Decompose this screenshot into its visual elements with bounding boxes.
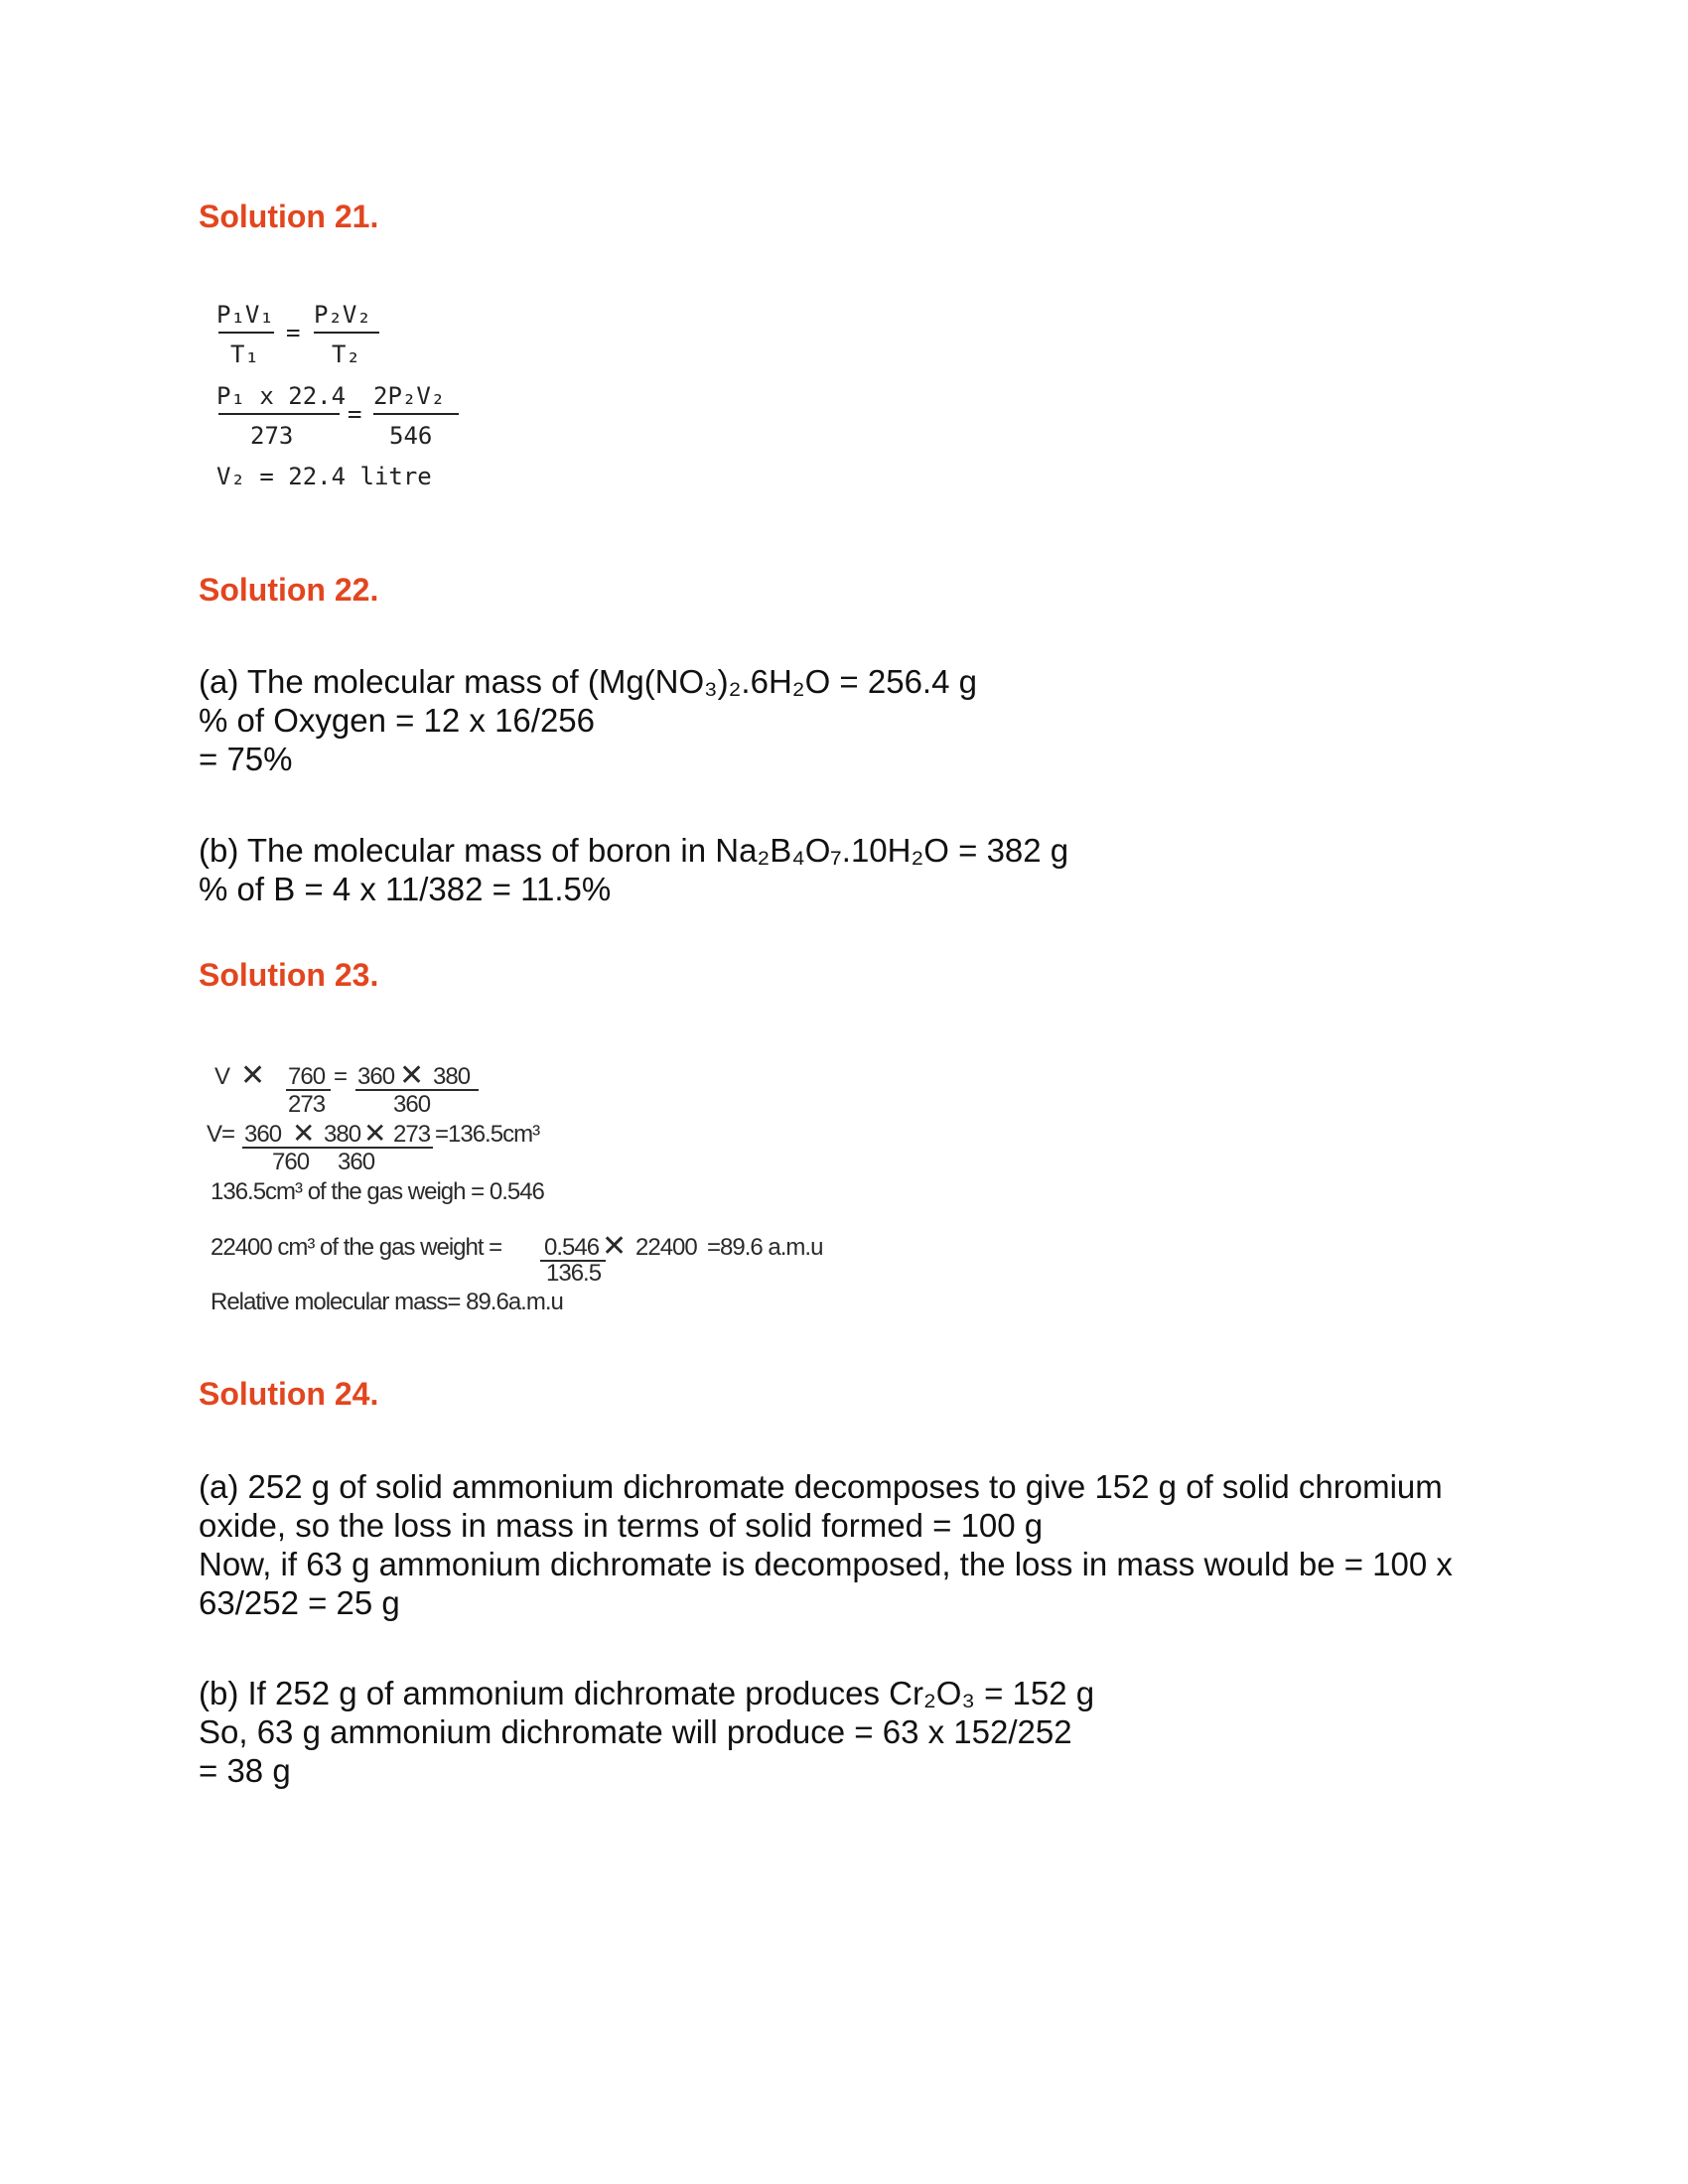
eq3-result: V₂ = 22.4 litre (216, 463, 432, 490)
calc-l1-num2: 360 (357, 1063, 395, 1090)
solution-24a-paragraph-1: (a) 252 g of solid ammonium dichromate decomposes to give 152 g of solid chromium oxide, so the loss in mass in terms of solid formed = 100 g (199, 1468, 1443, 1544)
solution-24a-paragraph-2: Now, if 63 g ammonium dichromate is decomposed, the loss in mass would be = 100 x 63/252 = 25 g (199, 1546, 1453, 1621)
eq1-den-left: T₁ (230, 341, 259, 368)
solution-24b-line-2: So, 63 g ammonium dichromate will produce = 63 x 152/252 (199, 1713, 1072, 1750)
calc-l1-v: V (214, 1063, 230, 1090)
calc-l5: Relative molecular mass= 89.6a.m.u (211, 1289, 563, 1315)
eq2-equals: = (348, 400, 362, 428)
calc-l2-a: 360 (244, 1121, 282, 1148)
calc-l2-v: V= (207, 1121, 235, 1148)
calc-l1-num1: 760 (288, 1063, 326, 1090)
solution-24-heading: Solution 24. (199, 1376, 379, 1412)
solution-21-heading: Solution 21. (199, 199, 379, 234)
calc-l2-b: 380 (324, 1121, 361, 1148)
calc-l4-num2: 22400 (635, 1234, 697, 1261)
calc-times-icon: ✕ (240, 1059, 265, 1092)
solution-23-calculation-image (199, 1052, 874, 1320)
solution-22b-line-1: (b) The molecular mass of boron in Na₂B₄O₇.10H₂O = 382 g (199, 832, 1069, 869)
eq2-den-left: 273 (250, 422, 294, 450)
calc-l2-res: =136.5cm³ (435, 1121, 540, 1148)
calc-l1-num3: 380 (433, 1063, 471, 1090)
calc-l2-c: 273 (393, 1121, 431, 1148)
eq1-num-left: P₁V₁ (216, 301, 274, 329)
solution-24b-line-3: = 38 g (199, 1752, 291, 1789)
calc-l1-eq: = (334, 1063, 348, 1090)
solution-22a-line-2: % of Oxygen = 12 x 16/256 (199, 702, 596, 739)
calc-l2-den1: 760 (272, 1149, 310, 1175)
calc-l3: 136.5cm³ of the gas weigh = 0.546 (211, 1178, 544, 1205)
solution-22-heading: Solution 22. (199, 572, 379, 608)
calc-l4-pre: 22400 cm³ of the gas weight = (211, 1234, 502, 1261)
calc-l1-den2: 360 (393, 1091, 431, 1118)
solution-22a-line-3: = 75% (199, 741, 293, 777)
calc-l4-den: 136.5 (546, 1260, 602, 1287)
calc-times-icon: ✕ (363, 1118, 386, 1149)
calc-times-icon: ✕ (399, 1059, 424, 1092)
solution-21-equation-image (199, 293, 496, 511)
calc-l4-res: =89.6 a.m.u (707, 1234, 823, 1261)
solution-22b-line-2: % of B = 4 x 11/382 = 11.5% (199, 871, 612, 907)
eq2-den-right: 546 (389, 422, 433, 450)
calc-times-icon: ✕ (602, 1230, 627, 1263)
eq2-num-left: P₁ x 22.4 (216, 382, 347, 410)
calc-l4-num: 0.546 (544, 1234, 600, 1261)
solution-24b-line-1: (b) If 252 g of ammonium dichromate produces Cr₂O₃ = 152 g (199, 1675, 1095, 1711)
calc-l2-den2: 360 (338, 1149, 375, 1175)
eq1-den-right: T₂ (332, 341, 360, 368)
eq2-num-right: 2P₂V₂ (373, 382, 446, 410)
solution-23-heading: Solution 23. (199, 957, 379, 993)
calc-times-icon: ✕ (292, 1118, 315, 1149)
calc-l1-den1: 273 (288, 1091, 326, 1118)
eq1-num-right: P₂V₂ (314, 301, 371, 329)
solution-22a-line-1: (a) The molecular mass of (Mg(NO₃)₂.6H₂O = 256.4 g (199, 663, 977, 700)
eq1-equals: = (286, 319, 301, 346)
